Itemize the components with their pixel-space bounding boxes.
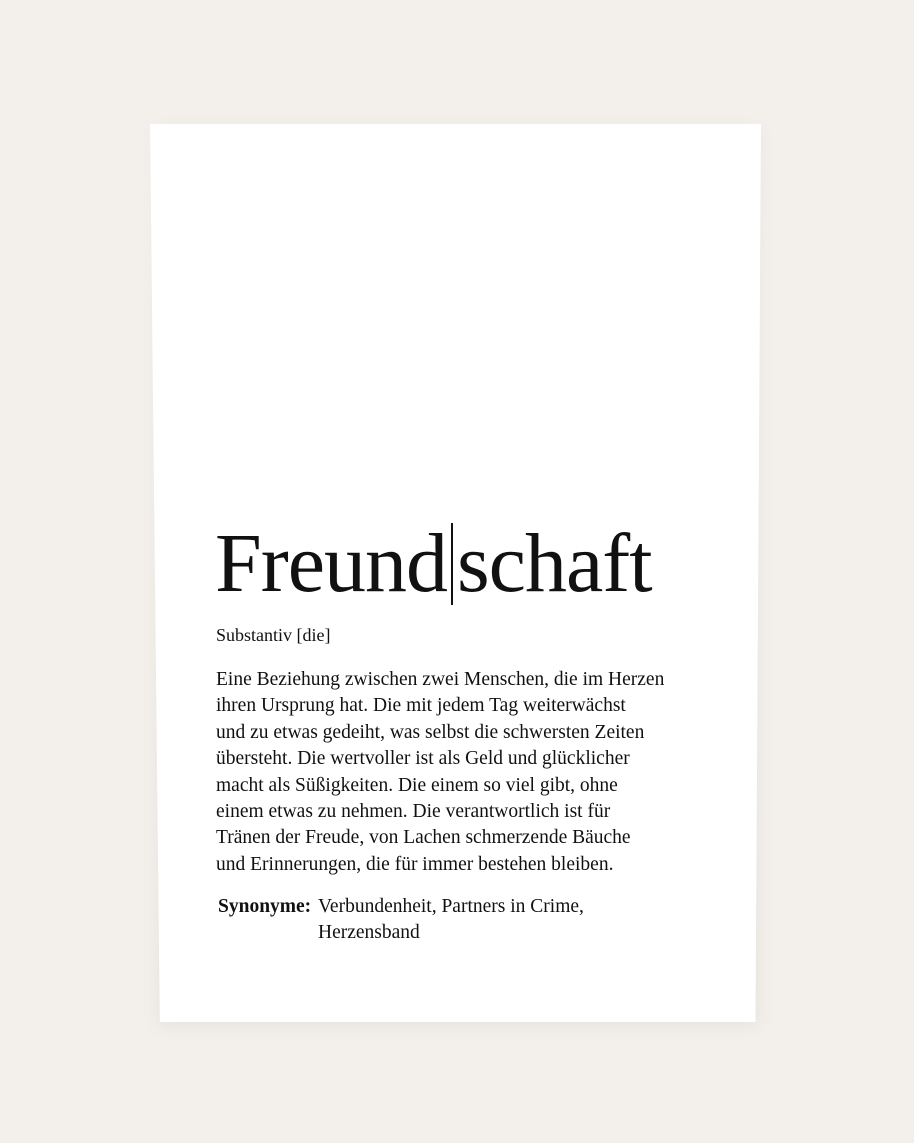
definition-line: und zu etwas gedeiht, was selbst die schwersten Zeiten bbox=[216, 721, 645, 743]
definition-line: und Erinnerungen, die für immer bestehen bleiben. bbox=[216, 853, 614, 875]
part-of-speech: Substantiv [die] bbox=[216, 625, 331, 645]
headword-part-2: schaft bbox=[456, 517, 652, 610]
definition-line: ihren Ursprung hat. Die mit jedem Tag weiterwächst bbox=[216, 695, 626, 717]
synonyms-values-1: Verbundenheit, Partners in Crime, bbox=[318, 896, 584, 917]
definition-line: übersteht. Die wertvoller ist als Geld und glücklicher bbox=[216, 748, 630, 770]
definition-line: macht als Süßigkeiten. Die einem so viel gibt, ohne bbox=[216, 774, 618, 796]
synonyms-label: Synonyme: bbox=[218, 896, 312, 917]
synonyms-row-2 bbox=[218, 920, 584, 946]
definition-text bbox=[216, 667, 686, 878]
syllable-divider bbox=[451, 523, 453, 605]
synonyms-row-1 bbox=[218, 894, 584, 920]
definition-line: einem etwas zu nehmen. Die verantwortlich ist für bbox=[216, 801, 611, 823]
synonyms-block bbox=[218, 894, 584, 946]
definition-line: Eine Beziehung zwischen zwei Menschen, die im Herzen bbox=[216, 669, 665, 690]
headword bbox=[215, 517, 652, 610]
definition-line: Tränen der Freude, von Lachen schmerzende Bäuche bbox=[216, 827, 631, 849]
synonyms-values-2: Herzensband bbox=[318, 922, 420, 943]
headword-part-1: Freund bbox=[215, 517, 447, 610]
